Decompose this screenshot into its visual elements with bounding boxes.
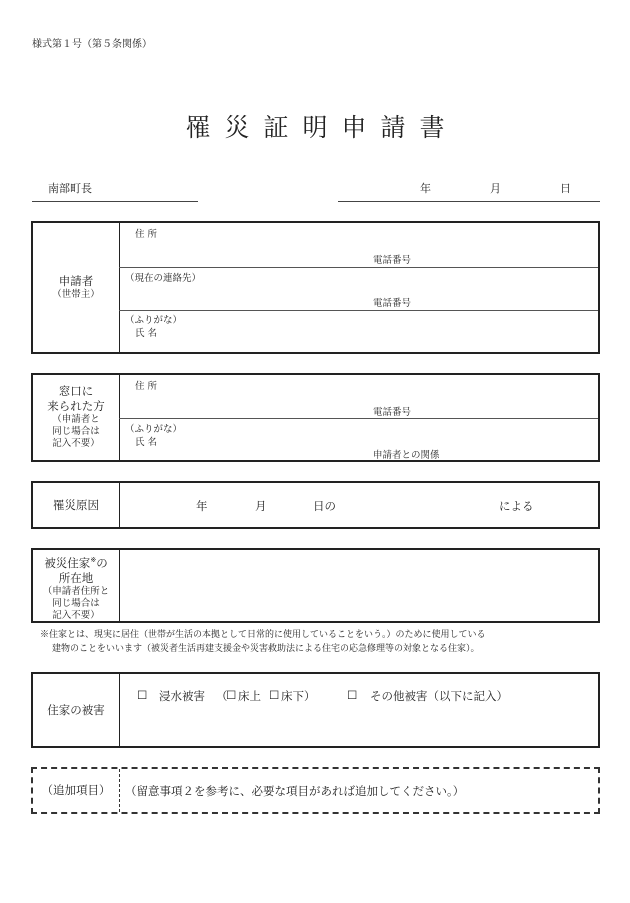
date-year[interactable]: 年	[420, 182, 431, 195]
row-divider	[119, 267, 598, 268]
floor-below-label: 床下）	[281, 689, 316, 703]
floor-below-checkbox[interactable]: ☐	[269, 688, 280, 702]
row-divider	[119, 310, 598, 311]
cause-label: 罹災原因	[53, 498, 99, 512]
location-label: 被災住家※の 所在地 （申請者住所と 同じ場合は 記入不要）	[42, 555, 110, 621]
visitor-section	[31, 373, 600, 462]
additional-section	[31, 767, 600, 814]
phone-label: 電話番号	[373, 255, 412, 266]
divider	[119, 674, 120, 746]
cause-day-of[interactable]: 日の	[313, 499, 336, 513]
footnote-line-1: ※住家とは、現実に居住（世帯が生活の本拠として日常的に使用していることをいう。）のために使用している	[40, 630, 486, 640]
cause-due-to: による	[499, 499, 534, 513]
footnote-line-2: 建物のことをいいます（被災者生活再建支援金や災害救助法による住宅の応急修理等の対象となる住家）。	[52, 644, 480, 654]
additional-label: （追加項目）	[41, 783, 111, 797]
paren-open: （	[216, 689, 228, 703]
other-damage-label: その他被害（以下に記入）	[370, 689, 508, 703]
date-underline	[338, 201, 600, 202]
floor-above-checkbox[interactable]: ☐	[226, 688, 237, 702]
floor-above-label: 床上	[238, 689, 261, 703]
divider	[119, 769, 120, 812]
addressee: 南部町長	[48, 182, 92, 195]
row-divider	[119, 418, 598, 419]
date-day[interactable]: 日	[560, 182, 571, 195]
additional-instruction: （留意事項２を参考に、必要な項目があれば追加してください。）	[125, 784, 465, 798]
date-month[interactable]: 月	[490, 182, 501, 195]
damage-section	[31, 672, 600, 748]
relation-label: 申請者との関係	[373, 450, 440, 461]
addressee-underline	[32, 201, 198, 202]
flood-label: 浸水被害	[159, 689, 205, 703]
applicant-name-field[interactable]	[183, 312, 583, 350]
cause-month[interactable]: 月	[255, 499, 267, 513]
phone-label: 電話番号	[373, 298, 412, 309]
furigana-label: （ふりがな）	[125, 424, 183, 435]
visitor-label: 窓口に 来られた方 （申請者と 同じ場合は 記入不要）	[47, 384, 105, 449]
cause-section	[31, 481, 600, 529]
location-section	[31, 548, 600, 623]
name-label: 氏 名	[135, 328, 158, 339]
current-contact-label: （現在の連絡先）	[125, 273, 202, 284]
applicant-section	[31, 221, 600, 354]
divider	[119, 223, 120, 352]
form-number: 様式第１号（第５条関係）	[32, 39, 152, 50]
other-damage-field[interactable]	[137, 708, 577, 740]
address-label: 住 所	[135, 381, 158, 392]
damage-label: 住家の被害	[47, 703, 105, 717]
flood-checkbox[interactable]: ☐	[137, 688, 148, 702]
cause-field[interactable]	[343, 489, 493, 521]
address-label: 住 所	[135, 229, 158, 240]
page-title: 罹災証明申請書	[185, 113, 459, 142]
divider	[119, 483, 120, 527]
furigana-label: （ふりがな）	[125, 315, 183, 326]
cause-year[interactable]: 年	[196, 499, 208, 513]
other-damage-checkbox[interactable]: ☐	[347, 688, 358, 702]
divider	[119, 550, 120, 621]
name-label: 氏 名	[135, 437, 158, 448]
applicant-label: 申請者 （世帯主）	[52, 274, 100, 300]
visitor-name-field[interactable]	[183, 420, 363, 458]
phone-label: 電話番号	[373, 407, 412, 418]
location-field[interactable]	[125, 554, 595, 618]
